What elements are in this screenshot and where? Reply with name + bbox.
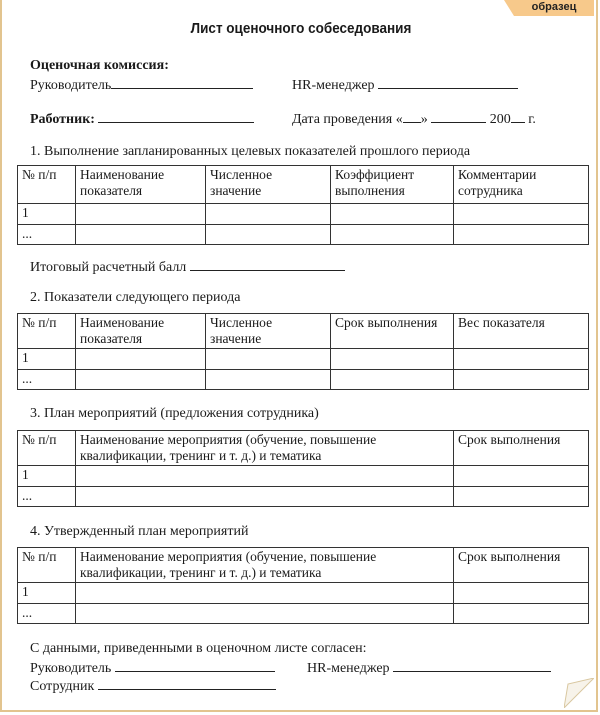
column-header: Наименование показателя <box>76 314 206 349</box>
table-cell[interactable]: 1 <box>18 204 76 225</box>
column-header: № п/п <box>18 548 76 583</box>
date-row <box>292 109 536 129</box>
table-header-row <box>18 314 589 349</box>
table-cell[interactable] <box>206 370 331 390</box>
section-4-heading: 4. Утвержденный план мероприятий <box>30 524 249 539</box>
column-header: № п/п <box>18 431 76 466</box>
agreement-hr-label: HR-менеджер <box>307 661 390 676</box>
table-row <box>18 225 589 245</box>
column-header: Численное значение <box>206 314 331 349</box>
hr-label: HR-менеджер <box>292 78 375 93</box>
commission-hr-row <box>292 75 518 95</box>
section-4-table <box>17 547 589 624</box>
table-row <box>18 604 589 624</box>
table-cell[interactable]: ... <box>18 604 76 624</box>
column-header: Вес показателя <box>454 314 589 349</box>
table-cell[interactable] <box>454 583 589 604</box>
section-2-table <box>17 313 589 390</box>
document-title: Лист оценочного собеседования <box>190 20 412 37</box>
date-month-field[interactable] <box>431 109 486 123</box>
table-cell[interactable] <box>331 349 454 370</box>
table-cell[interactable] <box>76 370 206 390</box>
column-header: Наименование показателя <box>76 166 206 204</box>
section-1-table <box>17 165 589 245</box>
section-2-heading: 2. Показатели следующего периода <box>30 290 241 305</box>
table-cell[interactable] <box>76 583 454 604</box>
column-header: Срок выполнения <box>454 431 589 466</box>
table-cell[interactable] <box>454 466 589 487</box>
table-row <box>18 487 589 507</box>
column-header: Численное значение <box>206 166 331 204</box>
table-cell[interactable] <box>331 370 454 390</box>
column-header: Комментарии сотрудника <box>454 166 589 204</box>
agreement-employee-row <box>30 676 276 696</box>
column-header: Срок выполнения <box>454 548 589 583</box>
commission-heading: Оценочная комиссия: <box>30 58 169 73</box>
year-suffix: г. <box>528 112 536 127</box>
table-header-row <box>18 548 589 583</box>
table-cell[interactable] <box>76 225 206 245</box>
table-cell[interactable] <box>76 466 454 487</box>
page-fold-icon <box>564 678 594 708</box>
agreement-employee-signature-field[interactable] <box>98 676 276 690</box>
section-1-heading: 1. Выполнение запланированных целевых показателей прошлого периода <box>30 144 471 159</box>
table-cell[interactable] <box>454 204 589 225</box>
table-cell[interactable]: ... <box>18 225 76 245</box>
table-cell[interactable] <box>76 487 454 507</box>
table-cell[interactable]: 1 <box>18 583 76 604</box>
agreement-employee-label: Сотрудник <box>30 679 95 694</box>
column-header: Наименование мероприятия (обучение, повышение квалификации, тренинг и т. д.) и тематика <box>76 431 454 466</box>
agreement-manager-label: Руководитель <box>30 661 112 676</box>
table-cell[interactable] <box>206 204 331 225</box>
table-cell[interactable]: 1 <box>18 466 76 487</box>
date-day-field[interactable] <box>403 109 421 123</box>
table-cell[interactable] <box>454 604 589 624</box>
section-3-table <box>17 430 589 507</box>
table-cell[interactable] <box>76 349 206 370</box>
employee-row <box>30 109 254 129</box>
employee-name-field[interactable] <box>98 109 254 123</box>
manager-label: Руководитель <box>30 78 112 93</box>
table-header-row <box>18 166 589 204</box>
date-label: Дата проведения « <box>292 112 403 127</box>
manager-signature-field[interactable] <box>111 75 253 89</box>
column-header: Коэффициент выполнения <box>331 166 454 204</box>
date-year-field[interactable] <box>511 109 525 123</box>
table-cell[interactable] <box>76 604 454 624</box>
table-cell[interactable]: ... <box>18 487 76 507</box>
column-header: № п/п <box>18 314 76 349</box>
table-row <box>18 349 589 370</box>
date-quote-close: » <box>420 112 428 127</box>
year-prefix: 200 <box>489 112 511 127</box>
agreement-manager-signature-field[interactable] <box>115 658 275 672</box>
agreement-hr-row <box>307 658 551 678</box>
column-header: Наименование мероприятия (обучение, повышение квалификации, тренинг и т. д.) и тематика <box>76 548 454 583</box>
table-cell[interactable] <box>454 225 589 245</box>
table-cell[interactable] <box>331 225 454 245</box>
agreement-hr-signature-field[interactable] <box>393 658 551 672</box>
total-score-field[interactable] <box>190 257 345 271</box>
table-cell[interactable] <box>454 349 589 370</box>
table-cell[interactable]: 1 <box>18 349 76 370</box>
agreement-manager-row <box>30 658 275 678</box>
table-cell[interactable] <box>331 204 454 225</box>
commission-manager-row <box>30 75 253 95</box>
total-score-row <box>30 257 345 277</box>
table-row <box>18 583 589 604</box>
hr-signature-field[interactable] <box>378 75 518 89</box>
section-3-heading: 3. План мероприятий (предложения сотрудника) <box>30 406 319 421</box>
table-cell[interactable] <box>206 225 331 245</box>
table-cell[interactable] <box>454 370 589 390</box>
total-score-label: Итоговый расчетный балл <box>30 260 187 275</box>
table-header-row <box>18 431 589 466</box>
table-row <box>18 204 589 225</box>
table-row <box>18 370 589 390</box>
table-cell[interactable] <box>76 204 206 225</box>
employee-label: Работник: <box>30 112 95 127</box>
column-header: № п/п <box>18 166 76 204</box>
sample-badge: образец <box>514 0 594 16</box>
table-cell[interactable] <box>454 487 589 507</box>
table-row <box>18 466 589 487</box>
table-cell[interactable]: ... <box>18 370 76 390</box>
column-header: Срок выполнения <box>331 314 454 349</box>
table-cell[interactable] <box>206 349 331 370</box>
agreement-statement: С данными, приведенными в оценочном листе согласен: <box>30 641 367 656</box>
